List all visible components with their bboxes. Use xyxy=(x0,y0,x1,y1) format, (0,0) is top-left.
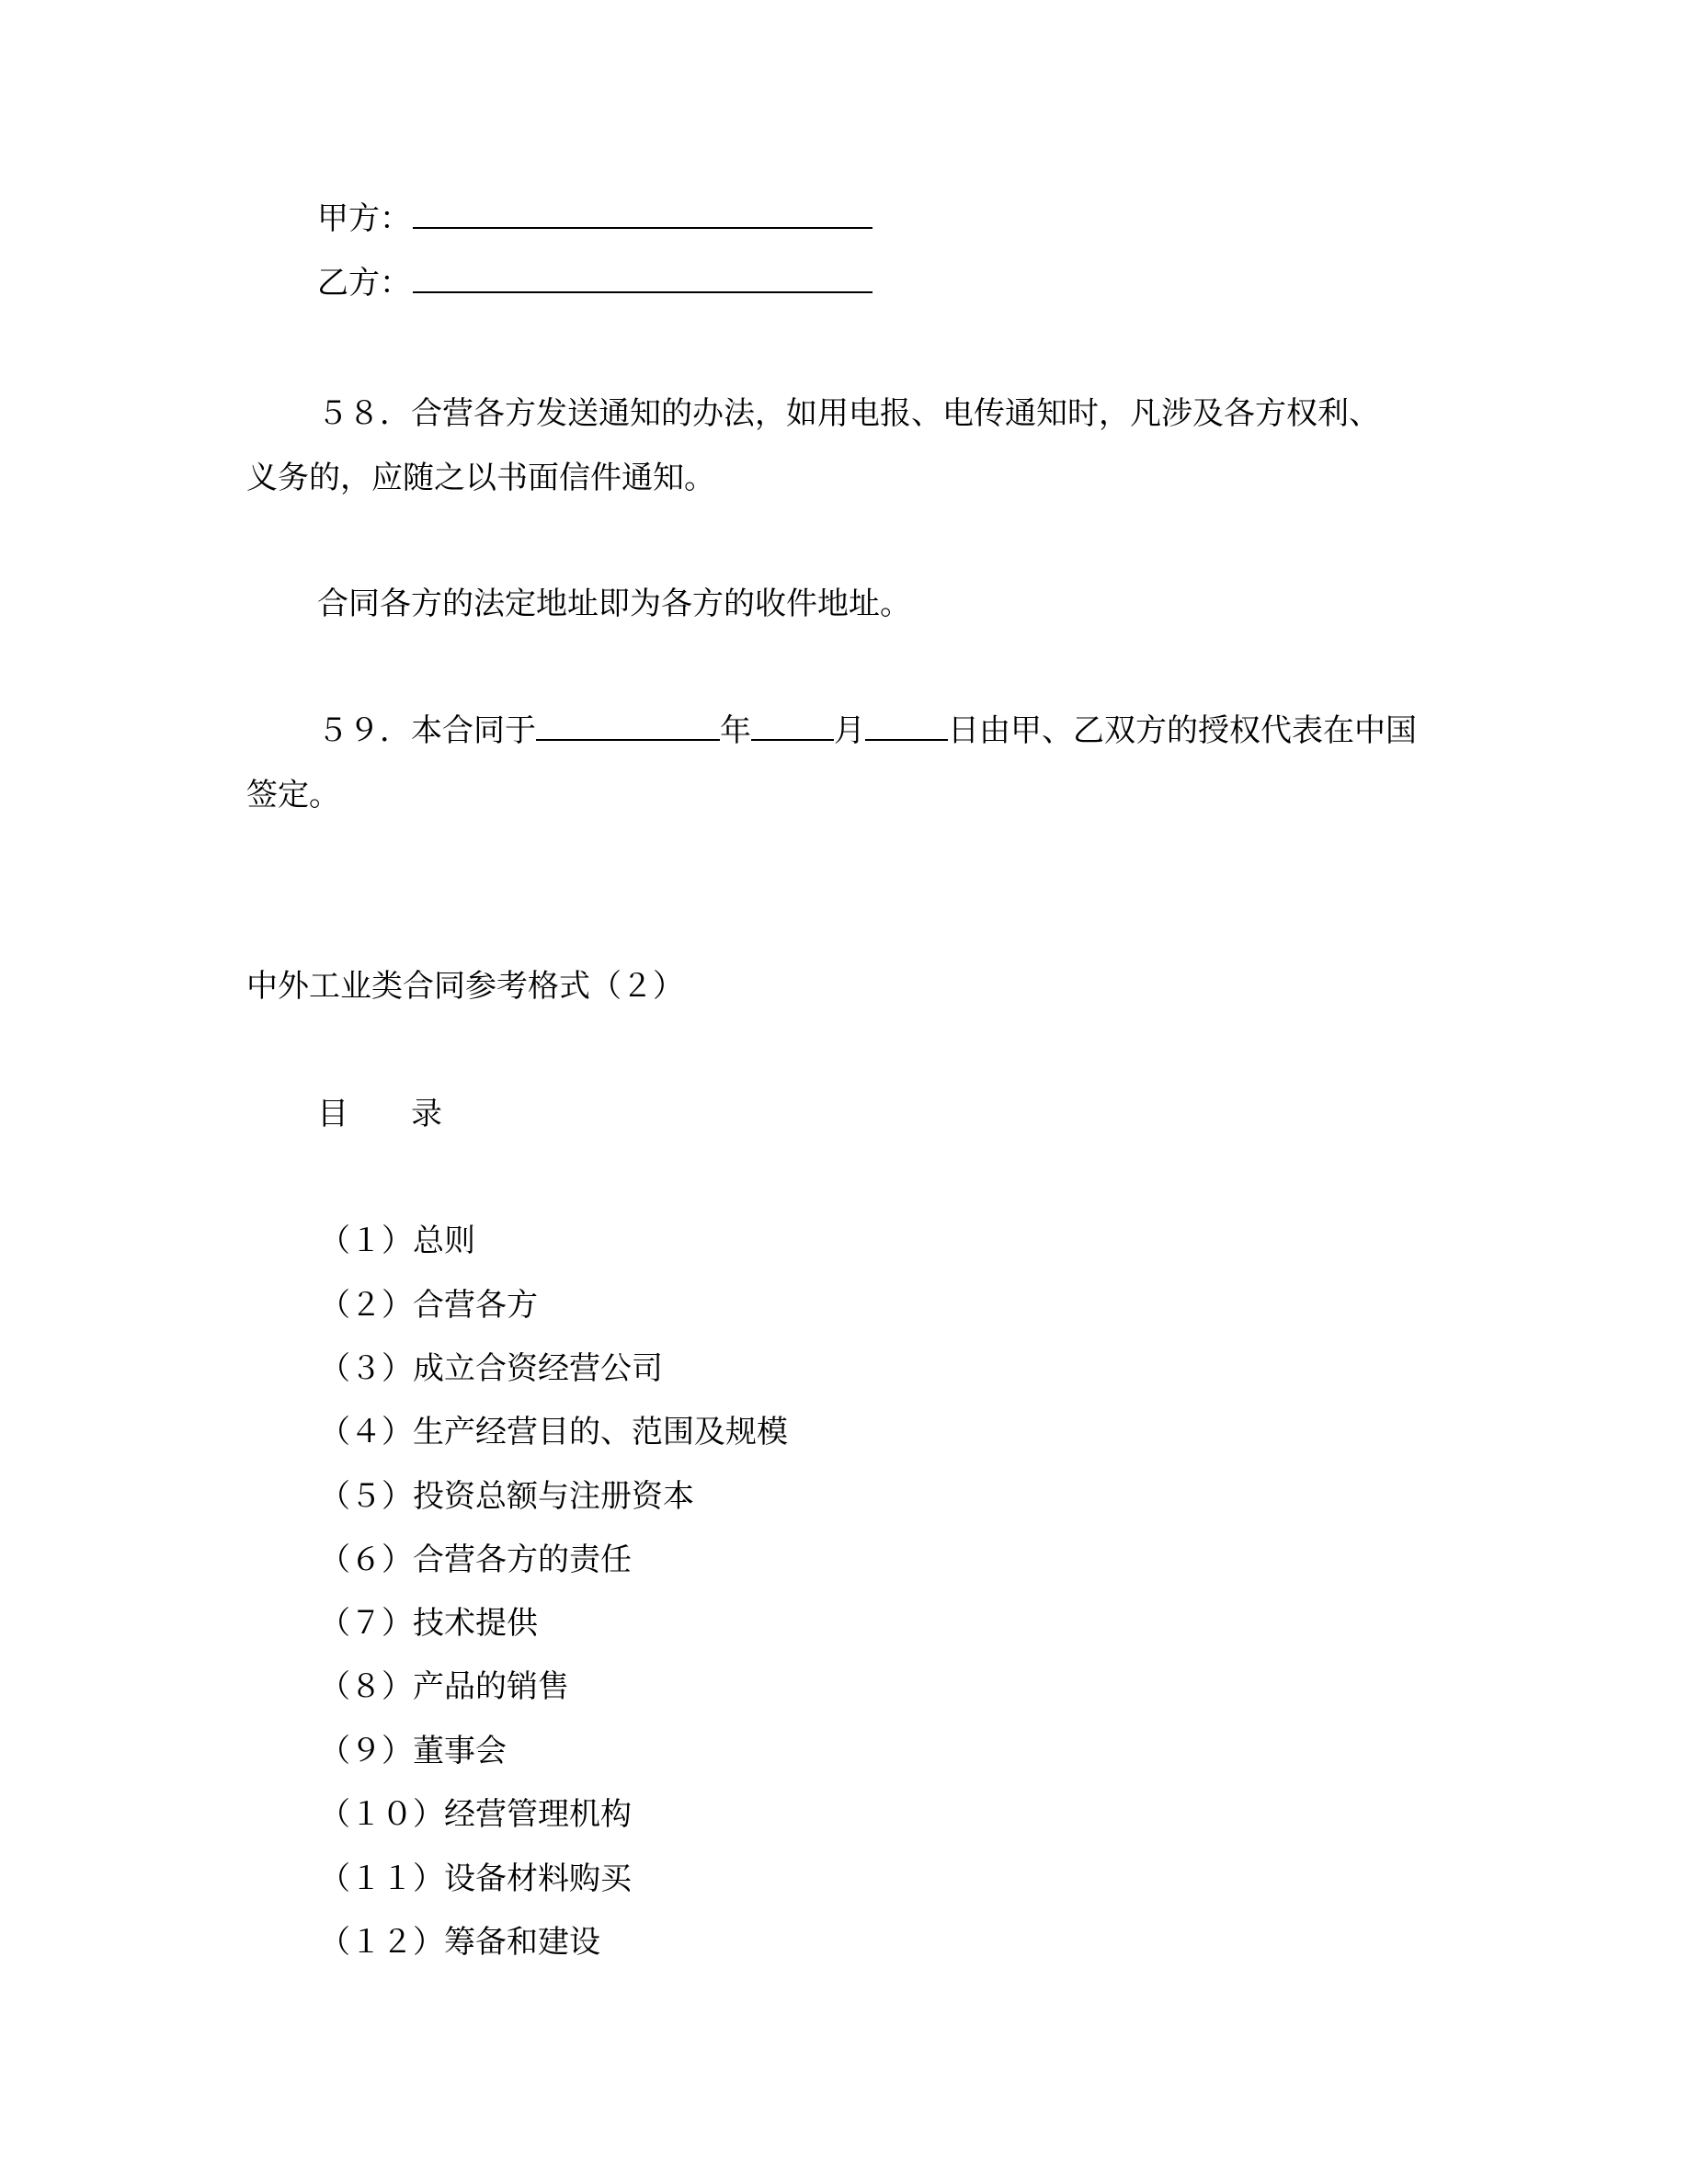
toc-item-7: （７）技术提供 xyxy=(319,1605,538,1642)
clause-58-line-2: 义务的，应随之以书面信件通知。 xyxy=(246,460,715,496)
month-blank[interactable] xyxy=(751,713,834,741)
toc-item-10: （１０）经营管理机构 xyxy=(319,1796,632,1833)
toc-item-8: （８）产品的销售 xyxy=(319,1668,569,1705)
toc-item-6: （６）合营各方的责任 xyxy=(319,1541,632,1578)
toc-item-5: （５）投资总额与注册资本 xyxy=(319,1478,694,1515)
toc-heading-left: 目 xyxy=(317,1096,348,1132)
party-b-blank[interactable] xyxy=(413,266,873,293)
toc-heading xyxy=(317,1096,442,1132)
clause-59-line-1 xyxy=(317,712,1417,749)
clause-58-line-1: ５８．合营各方发送通知的办法，如用电报、电传通知时，凡涉及各方权利、 xyxy=(317,395,1380,432)
year-blank[interactable] xyxy=(536,713,720,741)
toc-item-4: （４）生产经营目的、范围及规模 xyxy=(319,1414,788,1450)
address-paragraph: 合同各方的法定地址即为各方的收件地址。 xyxy=(317,586,911,622)
section-title: 中外工业类合同参考格式（２） xyxy=(246,968,684,1005)
party-a-signature xyxy=(317,200,873,237)
toc-heading-right: 录 xyxy=(411,1096,442,1132)
toc-item-12: （１２）筹备和建设 xyxy=(319,1924,600,1961)
toc-item-1: （１）总则 xyxy=(319,1223,475,1259)
toc-item-3: （３）成立合资经营公司 xyxy=(319,1350,663,1387)
party-b-label: 乙方： xyxy=(317,265,411,301)
party-a-label: 甲方： xyxy=(317,200,411,237)
month-label: 月 xyxy=(834,712,865,749)
year-label: 年 xyxy=(720,712,751,749)
clause-59-suffix: 日由甲、乙双方的授权代表在中国 xyxy=(948,712,1417,749)
party-b-signature xyxy=(317,265,873,301)
clause-59-line-2: 签定。 xyxy=(246,777,340,813)
day-blank[interactable] xyxy=(865,713,948,741)
clause-59-prefix: ５９．本合同于 xyxy=(317,712,536,749)
party-a-blank[interactable] xyxy=(413,201,873,229)
toc-item-11: （１１）设备材料购买 xyxy=(319,1860,632,1897)
toc-item-2: （２）合营各方 xyxy=(319,1287,538,1324)
toc-item-9: （９）董事会 xyxy=(319,1733,507,1769)
